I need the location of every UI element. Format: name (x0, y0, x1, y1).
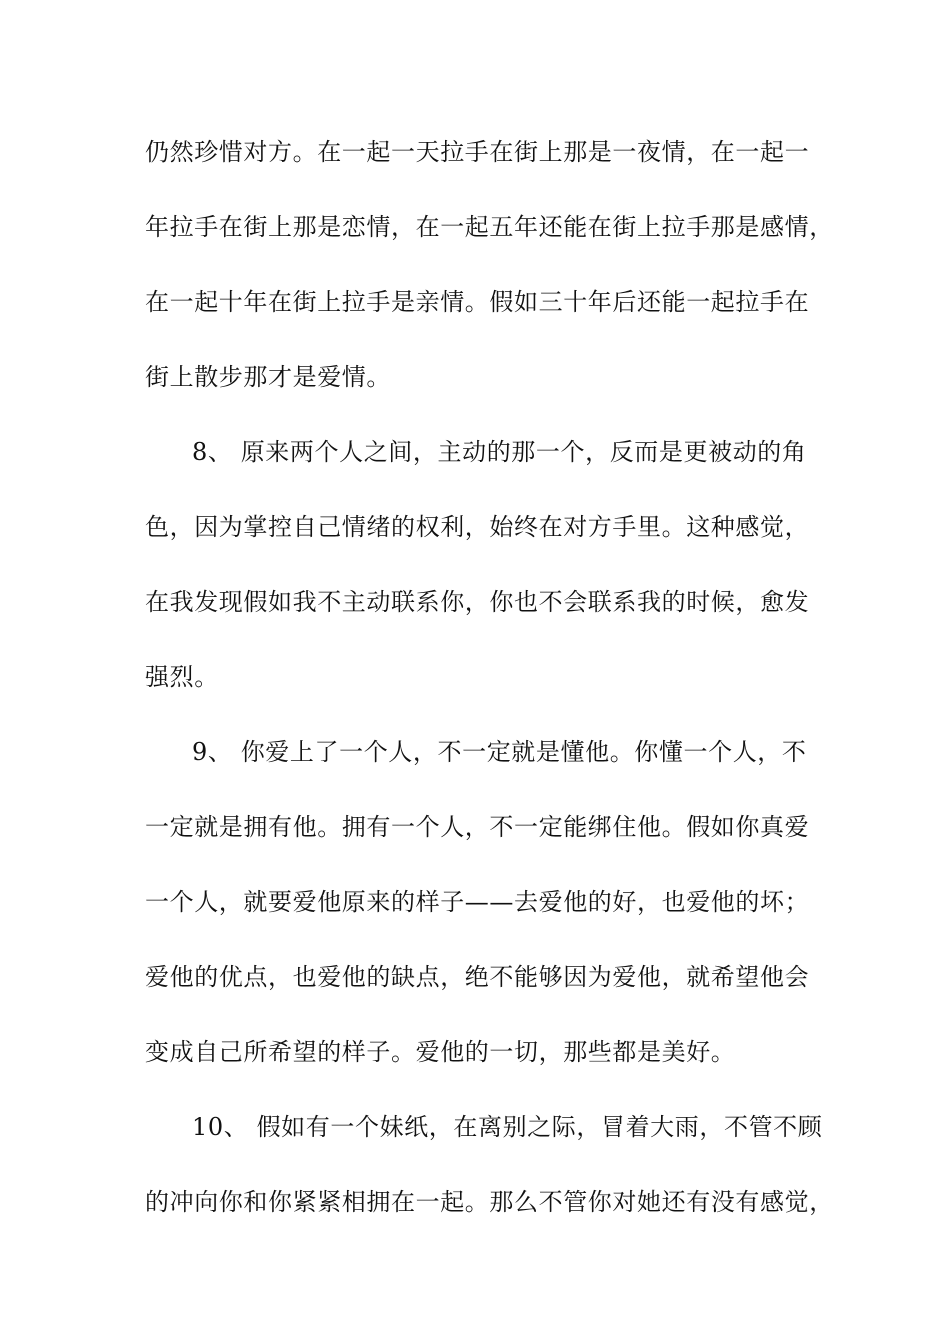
list-item-10-first-line: 10、 假如有一个妹纸，在离别之际，冒着大雨，不管不顾 (192, 1113, 823, 1141)
text-line: 街上散步那才是爱情。 (145, 363, 391, 391)
text-line: 一个人，就要爱他原来的样子——去爱他的好，也爱他的坏； (145, 888, 810, 916)
text-line: 爱他的优点，也爱他的缺点，绝不能够因为爱他，就希望他会 (145, 963, 810, 991)
text-line: 色，因为掌控自己情绪的权利，始终在对方手里。这种感觉， (145, 513, 810, 541)
text-line: 强烈。 (145, 663, 219, 691)
text-line: 的冲向你和你紧紧相拥在一起。那么不管你对她还有没有感觉， (145, 1188, 834, 1216)
text-line: 仍然珍惜对方。在一起一天拉手在街上那是一夜情，在一起一 (145, 138, 810, 166)
text-line: 变成自己所希望的样子。爱他的一切，那些都是美好。 (145, 1038, 736, 1066)
list-item-8-first-line: 8、 原来两个人之间，主动的那一个，反而是更被动的角 (192, 438, 807, 466)
text-line: 在一起十年在街上拉手是亲情。假如三十年后还能一起拉手在 (145, 288, 810, 316)
text-line: 一定就是拥有他。拥有一个人，不一定能绑住他。假如你真爱 (145, 813, 810, 841)
text-line: 在我发现假如我不主动联系你，你也不会联系我的时候，愈发 (145, 588, 810, 616)
list-item-9-first-line: 9、 你爱上了一个人，不一定就是懂他。你懂一个人，不 (192, 738, 807, 766)
text-line: 年拉手在街上那是恋情，在一起五年还能在街上拉手那是感情， (145, 213, 834, 241)
